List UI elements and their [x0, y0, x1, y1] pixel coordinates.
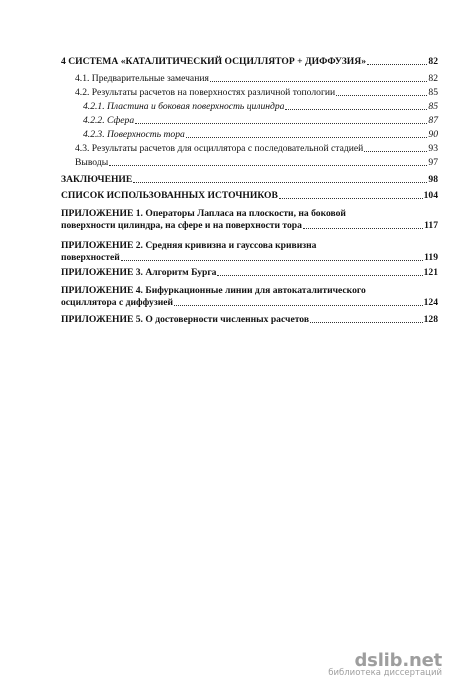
toc-entry-title-line-1: ПРИЛОЖЕНИЕ 2. Средняя кривизна и гауссова кривизна — [61, 240, 317, 251]
toc-entry-title-line-2: осциллятора с диффузией — [61, 297, 174, 308]
toc-entry-title: ПРИЛОЖЕНИЕ 3. Алгоритм Бурга — [61, 267, 217, 278]
toc-entry-page: 124 — [423, 297, 438, 308]
dot-leader — [303, 228, 423, 229]
toc-entry-page: 82 — [428, 56, 438, 67]
toc-entry-appendix-5[interactable] — [61, 314, 438, 326]
toc-entry-sources[interactable] — [61, 190, 438, 202]
toc-entry-title-line-2: поверхности цилиндра, на сфере и на поверхности тора — [61, 220, 302, 231]
dot-leader — [186, 137, 428, 138]
toc-entry-title-line-1: ПРИЛОЖЕНИЕ 4. Бифуркационные линии для автокаталитического — [61, 285, 366, 296]
toc-entry-title: ЗАКЛЮЧЕНИЕ — [61, 174, 133, 185]
toc-entry-chapter-4[interactable] — [61, 56, 438, 68]
toc-entry-appendix-1[interactable] — [61, 208, 438, 232]
watermark — [322, 650, 442, 678]
toc-entry-title-line-1: ПРИЛОЖЕНИЕ 1. Операторы Лапласа на плоскости, на боковой — [61, 208, 346, 219]
dot-leader — [279, 198, 423, 199]
toc-entry-title: 4.2.2. Сфера — [83, 115, 135, 126]
toc-entry-4-2-3[interactable] — [83, 129, 438, 141]
toc-entry-4-2-2[interactable] — [83, 115, 438, 127]
dot-leader — [367, 64, 427, 65]
toc-entry-4-1[interactable] — [75, 73, 438, 85]
dot-leader — [135, 123, 427, 124]
toc-entry-title: 4.1. Предварительные замечания — [75, 73, 209, 84]
toc-entry-summary[interactable] — [61, 174, 438, 186]
dot-leader — [109, 165, 427, 166]
toc-entry-appendix-3[interactable] — [61, 267, 438, 279]
toc-entry-title: 4.2.3. Поверхность тора — [83, 129, 185, 140]
dot-leader — [217, 275, 422, 276]
toc-entry-page: 87 — [428, 115, 438, 126]
dot-leader — [210, 81, 428, 82]
toc-entry-4-3[interactable] — [75, 143, 438, 155]
dot-leader — [364, 151, 427, 152]
toc-entry-title: 4.2. Результаты расчетов на поверхностях различной топологии — [75, 87, 336, 98]
toc-entry-title: 4 СИСТЕМА «КАТАЛИТИЧЕСКИЙ ОСЦИЛЛЯТОР + ДИФФУЗИЯ» — [61, 56, 366, 67]
dot-leader — [285, 109, 427, 110]
toc-entry-appendix-4[interactable] — [61, 285, 438, 309]
toc-entry-page: 82 — [428, 73, 438, 84]
toc-entry-title: ПРИЛОЖЕНИЕ 5. О достоверности численных расчетов — [61, 314, 310, 325]
toc-entry-conclusions[interactable] — [75, 157, 438, 169]
watermark-logo: dslib.net — [354, 650, 442, 671]
toc-entry-4-2[interactable] — [75, 87, 438, 99]
toc-entry-appendix-2[interactable] — [61, 240, 438, 264]
toc-entry-title: 4.2.1. Пластина и боковая поверхность цилиндра — [83, 101, 285, 112]
dot-leader — [133, 182, 427, 183]
toc-entry-page: 119 — [424, 252, 438, 263]
toc-entry-page: 93 — [428, 143, 438, 154]
toc-entry-title: 4.3. Результаты расчетов для осциллятора с последовательной стадией — [75, 143, 364, 154]
toc-entry-page: 117 — [424, 220, 438, 231]
toc-entry-page: 85 — [428, 87, 438, 98]
toc-entry-title-line-2: поверхностей — [61, 252, 120, 263]
toc-entry-page: 97 — [428, 157, 438, 168]
dot-leader — [174, 305, 423, 306]
toc-entry-title: СПИСОК ИСПОЛЬЗОВАННЫХ ИСТОЧНИКОВ — [61, 190, 278, 201]
dot-leader — [336, 95, 427, 96]
toc-entry-title: Выводы — [75, 157, 109, 168]
dot-leader — [121, 260, 423, 261]
toc-entry-page: 128 — [423, 314, 438, 325]
toc-entry-page: 90 — [428, 129, 438, 140]
toc-entry-page: 98 — [428, 174, 438, 185]
toc-entry-page: 85 — [428, 101, 438, 112]
dot-leader — [310, 322, 423, 323]
toc-entry-page: 121 — [423, 267, 438, 278]
toc-entry-page: 104 — [423, 190, 438, 201]
watermark-subtitle: библиотека диссертаций — [328, 668, 442, 678]
toc-entry-4-2-1[interactable] — [83, 101, 438, 113]
